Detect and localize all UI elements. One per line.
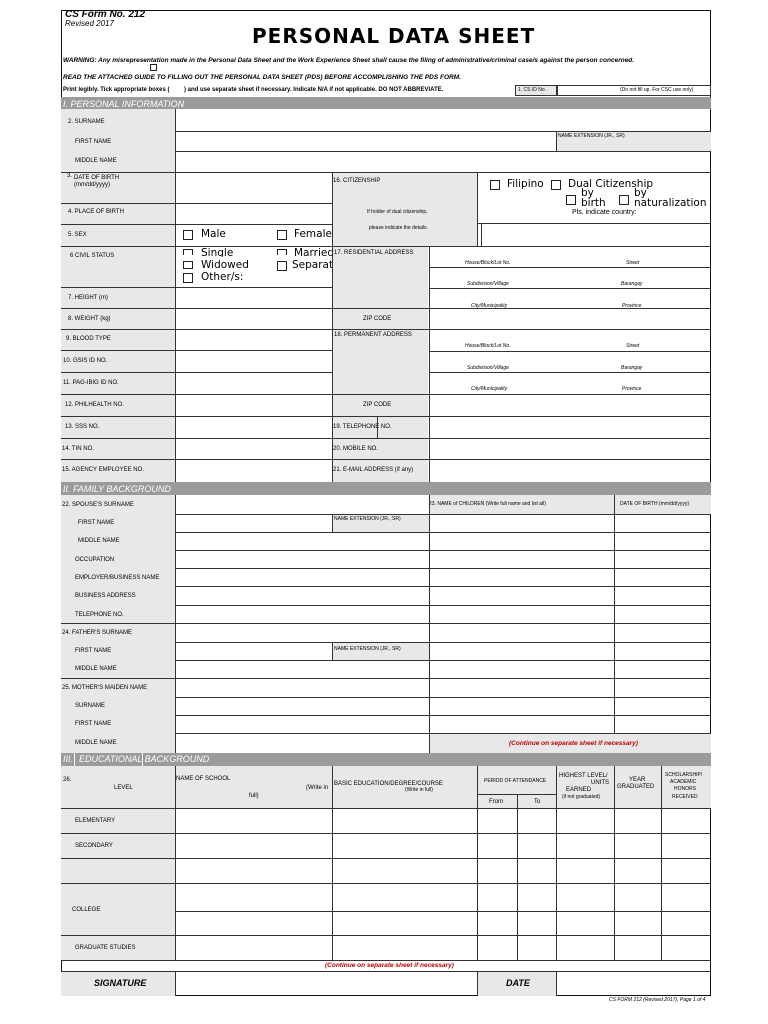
level-header: LEVEL [114, 785, 133, 791]
grid-line [556, 972, 557, 996]
middle-name-label: MIDDLE NAME [75, 158, 117, 164]
spouse-telephone-label: TELEPHONE NO. [75, 612, 124, 618]
highest-level-header-a: HIGHEST LEVEL/ [559, 773, 608, 779]
grid-line [429, 495, 430, 753]
by-naturalization-label-1: by [634, 187, 647, 199]
spouse-first-name-input[interactable] [175, 515, 331, 532]
grid-line [175, 495, 176, 753]
weight-label: 8. WEIGHT (kg) [68, 316, 111, 322]
spouse-surname-input[interactable] [175, 496, 428, 513]
college-school-input-2[interactable] [175, 912, 331, 935]
agency-employee-input[interactable] [175, 460, 331, 481]
sss-label: 13. SSS NO. [65, 424, 100, 430]
agency-employee-label: 15. AGENCY EMPLOYEE NO. [62, 467, 144, 473]
pagibig-input[interactable] [175, 373, 331, 394]
gsis-input[interactable] [175, 351, 331, 372]
perm-subdivision-caption: Subdivision/Village [467, 365, 509, 371]
grid-line [477, 223, 711, 224]
grid-line [175, 972, 176, 996]
education-title-number: III. [63, 754, 74, 764]
grid-line [332, 642, 333, 660]
college-label: COLLEGE [72, 907, 101, 913]
dual-note-1: If holder of dual citizenship, [367, 209, 428, 215]
grid-line [332, 514, 333, 532]
grid-line [614, 495, 615, 734]
telephone-input[interactable] [429, 417, 711, 438]
highest-level-header-b: UNITS [591, 780, 609, 786]
course-header-a: BASIC EDUCATION/DEGREE/COURSE [334, 781, 443, 787]
employer-input[interactable] [175, 569, 428, 586]
telephone-label: 19. TELEPHONE NO. [333, 424, 392, 430]
grid-line [175, 586, 711, 587]
grid-line [430, 351, 711, 352]
scholarship-header-a: SCHOLARSHIP/ [665, 772, 703, 778]
school-header-b: (Write in [306, 785, 329, 791]
scholarship-header-b: ACADEMIC [670, 779, 697, 785]
spouse-telephone-input[interactable] [175, 606, 428, 623]
revised-date: Revised 2017 [65, 19, 114, 28]
male-label: Male [201, 228, 226, 240]
business-address-label: BUSINESS ADDRESS [75, 593, 136, 599]
grid-line [61, 172, 711, 173]
grid-line [175, 514, 711, 515]
father-name-extension-label: NAME EXTENSION (JR., SR) [334, 646, 401, 652]
grid-line [556, 766, 557, 960]
res-subdivision-caption: Subdivision/Village [467, 281, 509, 287]
single-checkbox[interactable] [183, 249, 193, 255]
education-continue-note: (Continue on separate sheet if necessary) [325, 962, 454, 969]
education-number: 26. [63, 777, 72, 783]
signature-input[interactable] [176, 973, 476, 995]
grid-line [556, 131, 557, 152]
blood-type-input[interactable] [175, 330, 331, 350]
female-label: Female [294, 228, 332, 240]
by-naturalization-label-2: naturalization [634, 197, 707, 209]
male-checkbox[interactable] [183, 230, 193, 240]
employer-label: EMPLOYER/BUSINESS NAME [75, 575, 160, 581]
grid-line [429, 247, 430, 482]
grid-line [175, 109, 176, 482]
grid-line [175, 715, 711, 716]
spouse-name-extension-label: NAME EXTENSION (JR., SR) [334, 516, 401, 522]
permanent-address-label: 18. PERMANENT ADDRESS [334, 332, 412, 338]
sss-input[interactable] [175, 417, 331, 438]
warning-text: WARNING: Any misrepresentation made in the Personal Data Sheet and the Work Experience Sheet shall cause the filing of administrative/criminal case/s against the person concerned. [63, 57, 635, 64]
weight-input[interactable] [175, 309, 331, 329]
grid-line [61, 459, 711, 460]
grid-line [175, 678, 711, 679]
res-house-caption: House/Block/Lot No. [465, 260, 511, 266]
read-guide-text: READ THE ATTACHED GUIDE TO FILLING OUT THE PERSONAL DATA SHEET (PDS) BEFORE ACCOMPLISHING THE PDS FORM. [63, 74, 461, 81]
year-graduated-header-b: GRADUATED [617, 784, 655, 790]
res-province-caption: Province [622, 303, 642, 309]
dob-label: DATE OF BIRTH [74, 175, 120, 181]
mobile-input[interactable] [429, 439, 711, 459]
perm-zip-input[interactable] [429, 396, 711, 416]
grid-line [175, 605, 711, 606]
res-zip-label: ZIP CODE [363, 316, 392, 322]
section-family-background: II. FAMILY BACKGROUND [61, 482, 711, 495]
blood-type-label: 9. BLOOD TYPE [66, 336, 111, 342]
occupation-input[interactable] [175, 551, 428, 568]
filipino-checkbox[interactable] [490, 180, 500, 190]
gsis-label: 10. GSIS ID NO. [63, 358, 108, 364]
grid-line [61, 623, 175, 624]
section-personal-information: I. PERSONAL INFORMATION [61, 97, 711, 109]
philhealth-label: 12. PHILHEALTH NO. [65, 402, 124, 408]
elementary-label: ELEMENTARY [75, 818, 116, 824]
separated-checkbox[interactable] [277, 261, 287, 271]
middle-name-input[interactable] [175, 152, 711, 171]
residential-address-label: 17. RESIDENTIAL ADDRESS [334, 250, 414, 256]
grid-line [61, 350, 332, 351]
grid-line [61, 224, 332, 225]
grid-line [175, 550, 711, 551]
graduate-studies-label: GRADUATE STUDIES [75, 945, 136, 951]
father-surname-label: 24. FATHER'S SURNAME [62, 630, 133, 636]
grid-line [61, 394, 711, 395]
spouse-first-name-label: FIRST NAME [78, 520, 115, 526]
year-graduated-header-a: YEAR [629, 777, 646, 783]
school-header-c: full) [249, 793, 259, 799]
grid-line [61, 287, 332, 288]
period-header: PERIOD OF ATTENDANCE [484, 778, 547, 784]
grid-line [61, 416, 711, 417]
cs-id-label: 1. CS ID No. [518, 87, 547, 93]
female-checkbox[interactable] [277, 230, 287, 240]
dob-input[interactable] [175, 173, 331, 203]
secondary-label: SECONDARY [75, 843, 113, 849]
dob-number: 3. [67, 173, 73, 179]
tin-label: 14. TIN NO. [62, 446, 94, 452]
date-label: DATE [506, 978, 530, 988]
graduate-school-input[interactable] [175, 936, 331, 960]
grid-line [481, 224, 482, 246]
education-level-column [61, 808, 175, 960]
education-title-divider [74, 753, 75, 766]
grid-line [614, 766, 615, 960]
perm-city-caption: City/Municipality [471, 386, 508, 392]
grid-line [175, 733, 711, 734]
children-header: 23. NAME of CHILDREN (Write full name and list all) [429, 501, 546, 507]
dual-note-2: please indicate the details. [369, 225, 428, 231]
grid-line [61, 960, 711, 961]
family-label-column [61, 495, 175, 753]
grid-line [175, 697, 711, 698]
grid-line [61, 203, 332, 204]
grid-line [430, 267, 711, 268]
first-name-input[interactable] [175, 132, 556, 151]
business-address-input[interactable] [175, 587, 428, 605]
indicate-country-label: Pls. indicate country: [572, 209, 637, 216]
grid-line [61, 246, 711, 247]
mobile-label: 20. MOBILE NO. [333, 446, 379, 452]
civil-status-label: 6 CIVIL STATUS [70, 253, 115, 259]
grid-line [61, 678, 175, 679]
mother-surname-label: SURNAME [75, 703, 106, 709]
grid-line [377, 417, 378, 438]
page-footer: CS FORM 212 (Revised 2017), Page 1 of 4 [609, 997, 706, 1003]
single-label: Single [201, 248, 234, 257]
college-school-input[interactable] [175, 884, 331, 911]
print-legibly-text-a: Print legibly. Tick appropriate boxes ( [63, 87, 170, 93]
philhealth-input[interactable] [175, 395, 331, 416]
grid-line [477, 766, 478, 960]
grid-line [332, 172, 333, 482]
grid-line [477, 172, 478, 247]
res-barangay-caption: Barangay [621, 281, 643, 287]
perm-barangay-caption: Barangay [621, 365, 643, 371]
by-birth-label-1: by [581, 187, 594, 199]
dob-format: (mm/dd/yyyy) [74, 182, 110, 188]
widowed-label: Widowed [201, 260, 249, 269]
father-middle-name-label: MIDDLE NAME [75, 666, 117, 672]
married-checkbox[interactable] [277, 249, 287, 255]
res-street-caption: Street [626, 260, 640, 266]
grid-line [175, 766, 176, 960]
to-header: To [534, 799, 541, 805]
email-label: 21. E-MAIL ADDRESS (if any) [333, 467, 414, 473]
from-header: From [489, 799, 503, 805]
country-input[interactable] [481, 224, 711, 246]
page-title: PERSONAL DATA SHEET [252, 24, 536, 48]
occupation-label: OCCUPATION [75, 557, 115, 563]
grid-line [61, 372, 332, 373]
mother-middle-name-label: MIDDLE NAME [75, 740, 117, 746]
res-zip-input[interactable] [429, 310, 711, 329]
grid-line [175, 532, 711, 533]
education-title: EDUCATIONAL BACKGROUND [79, 754, 210, 764]
grid-line [61, 438, 711, 439]
secondary-school-input[interactable] [175, 834, 331, 858]
filipino-label: Filipino [507, 178, 544, 190]
highest-level-header-c: EARNED [566, 787, 592, 793]
scholarship-header-c: HONORS [674, 786, 696, 792]
tin-input[interactable] [175, 439, 331, 459]
father-first-name-label: FIRST NAME [75, 648, 112, 654]
spouse-surname-label: 22. SPOUSE'S SURNAME [62, 502, 134, 508]
grid-line [430, 372, 711, 373]
perm-street-caption: Street [626, 343, 640, 349]
grid-line [175, 131, 711, 132]
others-checkbox[interactable] [183, 273, 193, 283]
dual-citizenship-checkbox[interactable] [551, 180, 561, 190]
citizenship-label: 16. CITIZENSHIP [333, 178, 381, 184]
others-label: Other/s: [201, 271, 244, 283]
first-name-label: FIRST NAME [75, 139, 112, 145]
by-birth-label-2: birth [581, 197, 606, 209]
mother-maiden-label: 25. MOTHER'S MAIDEN NAME [62, 685, 148, 691]
spouse-middle-name-input[interactable] [175, 533, 428, 550]
grid-line [175, 911, 711, 912]
cs-id-note: (Do not fill up. For CSC use only) [620, 87, 694, 93]
pagibig-label: 11. PAG-IBIG ID NO. [63, 380, 119, 386]
scholarship-header-d: RECEIVED [672, 794, 698, 800]
grid-line [175, 660, 711, 661]
by-naturalization-checkbox[interactable] [619, 195, 629, 205]
highest-level-header-d: (if not graduated) [562, 794, 601, 800]
family-continue-note: (Continue on separate sheet if necessary) [509, 740, 638, 747]
form-number: CS Form No. 212 [65, 9, 146, 20]
surname-input[interactable] [175, 112, 711, 131]
mother-first-name-label: FIRST NAME [75, 721, 112, 727]
school-header-a: NAME OF SCHOOL [176, 776, 231, 782]
signature-label: SIGNATURE [94, 978, 147, 988]
father-surname-input[interactable] [175, 624, 428, 641]
date-input[interactable] [557, 973, 710, 995]
father-middle-name-input[interactable] [175, 661, 428, 678]
elementary-school-input[interactable] [175, 809, 331, 833]
grid-line [175, 568, 711, 569]
place-of-birth-label: 4. PLACE OF BIRTH [68, 209, 124, 215]
perm-zip-label: ZIP CODE [363, 402, 392, 408]
grid-line [517, 794, 518, 960]
height-label: 7. HEIGHT (m) [68, 295, 108, 301]
mother-middle-name-input[interactable] [175, 734, 428, 752]
perm-house-caption: House/Block/Lot No. [465, 343, 511, 349]
spouse-middle-name-label: MIDDLE NAME [78, 538, 120, 544]
sex-label: 5. SEX [68, 232, 87, 238]
grid-line [430, 288, 711, 289]
mother-first-name-input[interactable] [175, 716, 428, 733]
by-birth-checkbox[interactable] [566, 195, 576, 205]
mother-surname-input[interactable] [175, 697, 428, 714]
place-of-birth-input[interactable] [175, 204, 331, 223]
grid-line [61, 329, 711, 330]
grid-line [175, 642, 711, 643]
res-city-caption: City/Municipality [471, 303, 508, 309]
married-label: Married [294, 248, 334, 257]
perm-province-caption: Province [622, 386, 642, 392]
vocational-school-input[interactable] [175, 859, 331, 883]
grid-line [61, 308, 711, 309]
height-input[interactable] [175, 288, 331, 308]
surname-label: 2. SURNAME [68, 119, 105, 125]
father-first-name-input[interactable] [175, 643, 331, 660]
grid-line [477, 972, 478, 996]
name-extension-label: NAME EXTENSION (JR., SR) [558, 133, 625, 139]
warning-checkbox [150, 64, 157, 71]
grid-line [175, 623, 711, 624]
grid-line [175, 151, 711, 152]
dual-citizenship-label: Dual Citizenship [568, 178, 654, 190]
separated-label: Separat [292, 259, 334, 271]
children-dob-header: DATE OF BIRTH (mm/dd/yyyy) [620, 501, 689, 507]
email-input[interactable] [429, 460, 711, 481]
course-header-b: (Write in full) [405, 787, 433, 793]
grid-line [332, 766, 333, 960]
print-legibly-text-b: ) and use separate sheet if necessary. Indicate N/A if not applicable. DO NOT ABBREVIATE. [184, 87, 444, 93]
widowed-checkbox[interactable] [183, 261, 193, 269]
grid-line [661, 766, 662, 960]
